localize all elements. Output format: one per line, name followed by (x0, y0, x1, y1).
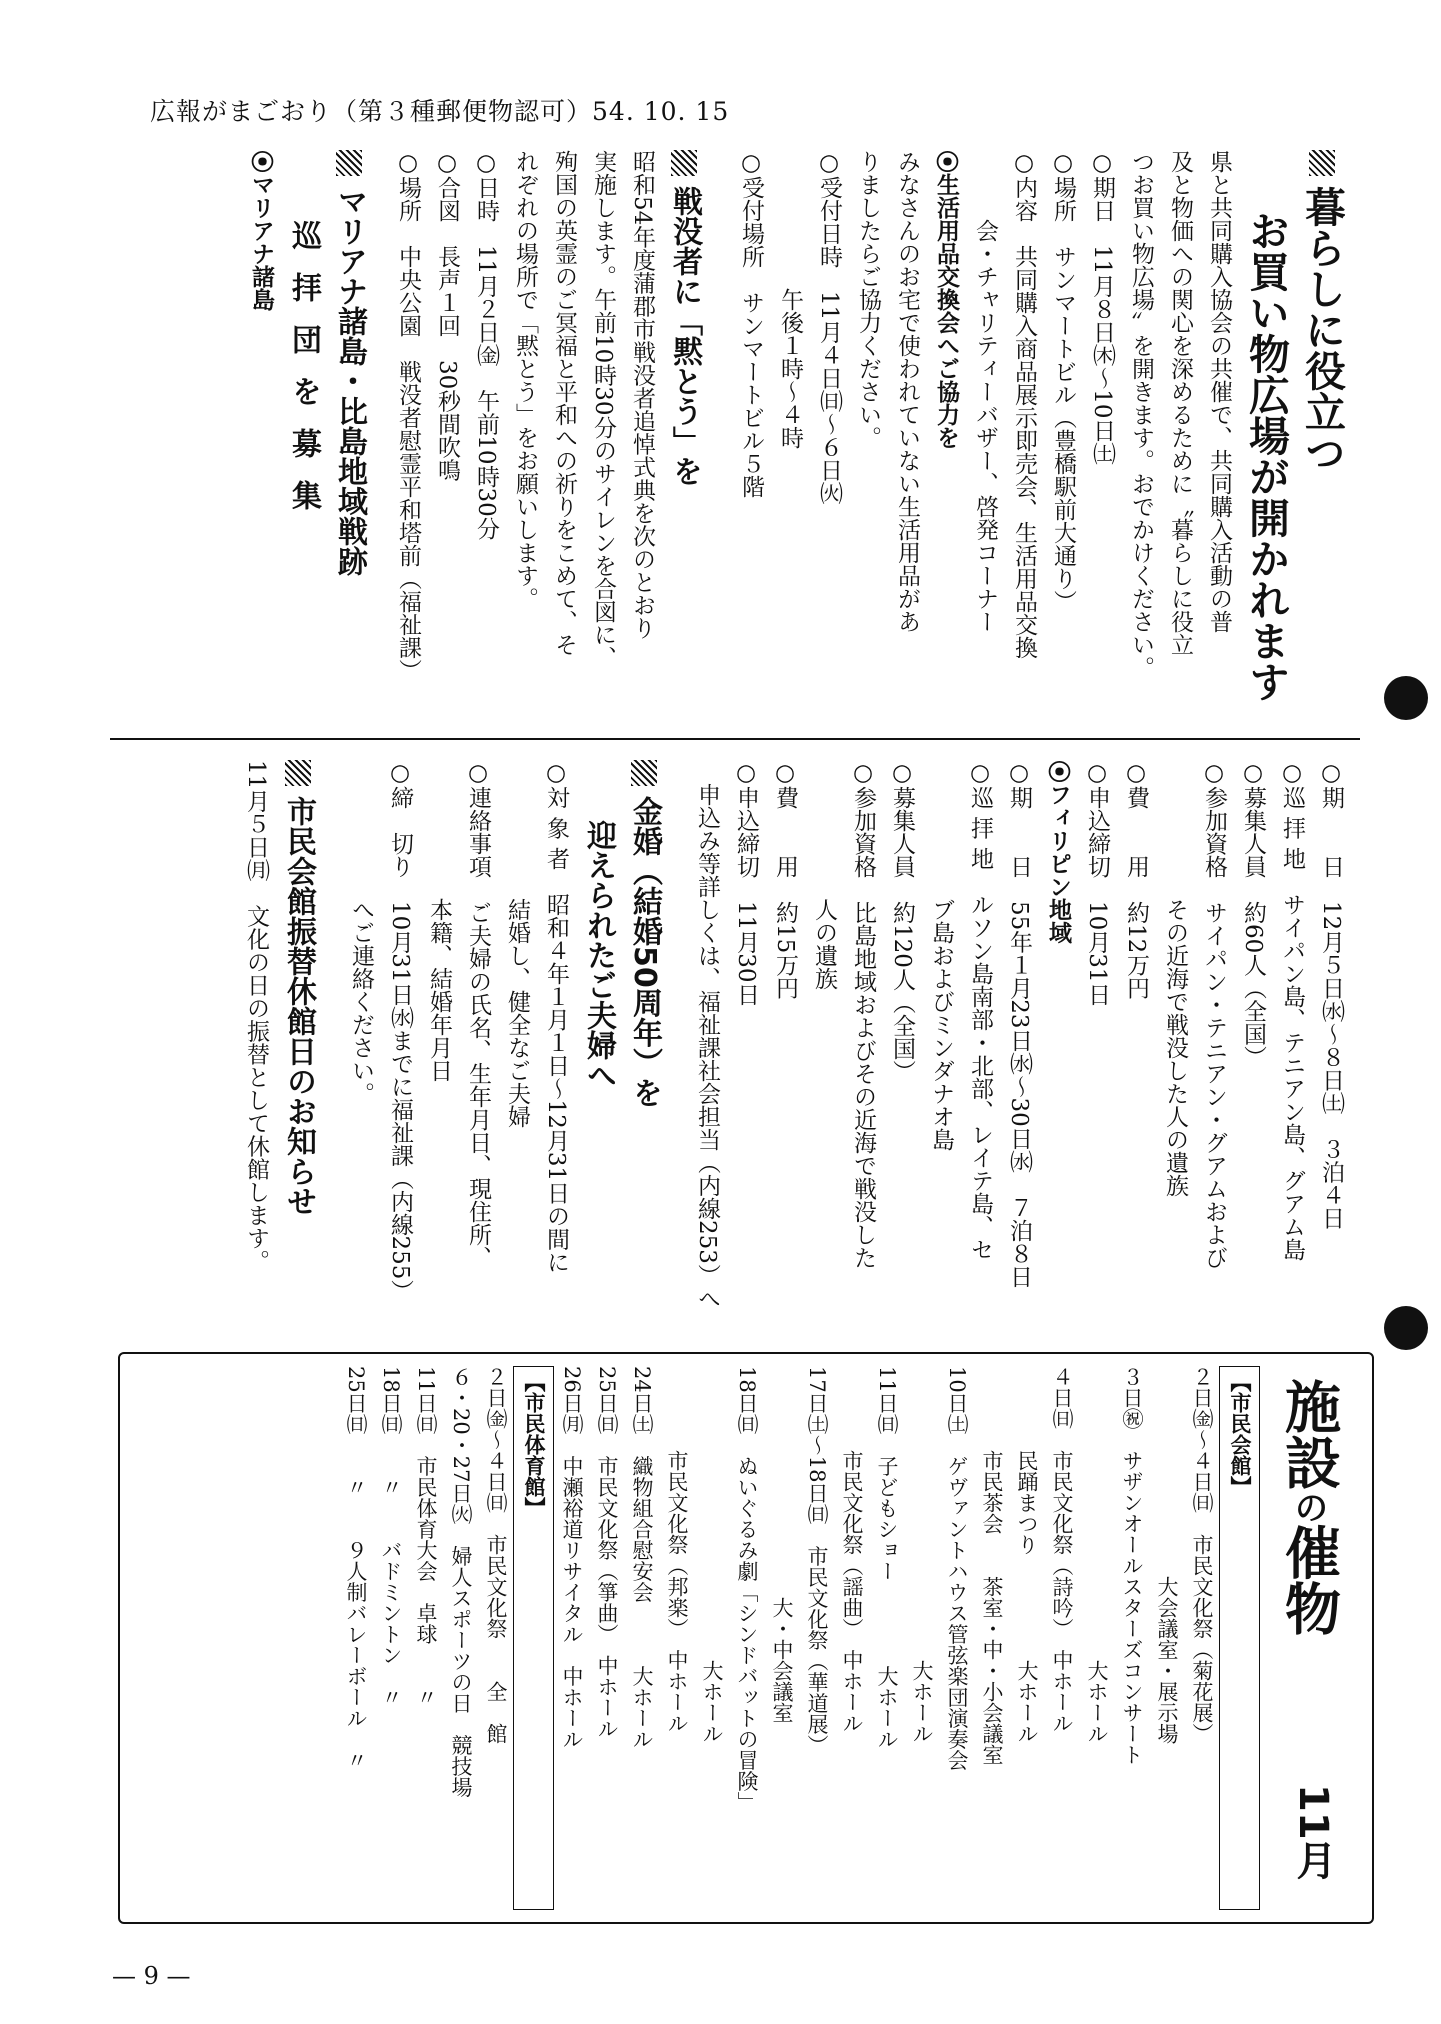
event-row: 11日㈰ 市民体育大会 卓球 〃 (414, 1366, 438, 1708)
event-row: 18日㈰ ぬいぐるみ劇「シンドバットの冒険」 (735, 1366, 759, 1813)
philippine-section: ⦿フィリピン地域 (1045, 760, 1071, 944)
events-inner (128, 1366, 1364, 1910)
hatch-mark (671, 150, 697, 176)
kurashi-sub-item-1: ○受付日時 11月４日㈰～６日㈫ (816, 150, 842, 505)
mariana-item-6: ○費 用 約12万円 (1123, 760, 1149, 1000)
venue-heading-kaikan: 【市民会館】 (1219, 1366, 1260, 1910)
kaikan-title: 市民会館振替休館日のお知らせ (275, 760, 321, 1340)
top-articles (110, 150, 1360, 725)
philippine-item-2: ○巡 拝 地 ルソン島南部・北部、レイテ島、セ (967, 760, 993, 1261)
events-logo (1276, 1378, 1341, 1636)
events-title: 施設の催物 (1276, 1378, 1341, 1636)
philippine-item-3: ブ島およびミンダナオ島 (928, 760, 954, 1151)
kurashi-item-4: 会・チャリティーバザー、啓発コーナー (972, 150, 998, 633)
event-row: ６・20・27日㈫ 婦人スポーツの日 競技場 (449, 1366, 473, 1798)
kurashi-title-2: お買い物広場が開かれます (1242, 210, 1290, 702)
event-row: 大・中会議室 (770, 1366, 794, 1723)
kaikan-body: 11月５日㈪ 文化の日の振替として休館します。 (243, 760, 269, 1273)
mariana-item-5: その近海で戦没した人の遺族 (1162, 760, 1188, 1197)
mariana-subtitle: 巡拝団を募集 (286, 220, 321, 532)
philippine-item-4: ○募集人員 約120人（全国） (889, 760, 915, 1083)
event-row: 大ホール (1085, 1366, 1109, 1744)
kinkon-title: 金婚（結婚50周年）を (621, 760, 667, 1340)
event-row: 17日㈯～18日㈰ 市民文化祭（華道展） (805, 1366, 829, 1756)
senbotsu-body-2: 実施します。午前10時30分のサイレンを合図に、 (590, 150, 616, 669)
venue-heading-gym: 【市民体育館】 (513, 1366, 554, 1910)
event-row: ２日㈮～４日㈰ 市民文化祭 全 館 (484, 1366, 508, 1744)
event-row: 市民茶会 茶室・中・小会議室 (980, 1366, 1004, 1765)
kurashi-subheading: ⦿生活用品交換会へご協力を (933, 150, 959, 449)
kurashi-item-3: ○内容 共同購入商品展示即売会、生活用品交換 (1011, 150, 1037, 659)
senbotsu-body-1: 昭和54年度蒲郡市戦没者追悼式典を次のとおり (629, 150, 655, 640)
philippine-item-7: ○費 用 約15万円 (772, 760, 798, 1000)
event-row: 大ホール (700, 1366, 724, 1744)
kurashi-item-2: ○場所 サンマートビル（豊橋駅前大通り） (1050, 150, 1076, 613)
kinkon-item-3: ○連絡事項 ご夫婦の氏名、生年月日、現住所、 (465, 760, 491, 1269)
event-row: 24日㈯ 織物組合慰安会 大ホール (630, 1366, 654, 1750)
article-kinkon (341, 760, 667, 1340)
hatch-mark (1309, 150, 1335, 176)
kurashi-sub-item-3: ○受付場所 サンマートビル５階 (738, 150, 764, 498)
event-row: 26日㈪ 中瀬裕道リサイタル 中ホール (560, 1366, 584, 1750)
event-row: 18日㈰ 〃 バドミントン 〃 (379, 1366, 403, 1708)
kurashi-item-1: ○期日 11月８日㈭～10日㈯ (1089, 150, 1115, 465)
philippine-item-8: ○申込締切 11月30日 (733, 760, 759, 1006)
kurashi-sub-body-2: りましたらご協力ください。 (855, 150, 881, 449)
kurashi-body-3: つお買い物広場〟を開きます。おでかけください。 (1128, 150, 1154, 679)
kinkon-item-4: 本籍、結婚年月日 (426, 760, 452, 1082)
middle-articles (110, 760, 1360, 1340)
mariana-item-2: ○巡 拝 地 サイパン島、テニアン島、グアム島 (1279, 760, 1305, 1261)
event-row: ４日㈰ 市民文化祭（詩吟） 中ホール (1050, 1366, 1074, 1734)
philippine-item-6: 人の遺族 (811, 760, 837, 990)
event-row: 市民文化祭（邦楽） 中ホール (665, 1366, 689, 1734)
event-row: 大ホール (910, 1366, 934, 1744)
article-mariana-body (687, 760, 1350, 1340)
article-kurashi (731, 150, 1350, 725)
kinkon-item-1: ○対 象 者 昭和４年１月１日～12月31日の間に (543, 760, 569, 1274)
newsletter-header: 広報がまごおり（第３種郵便物認可）54. 10. 15 (150, 97, 730, 126)
philippine-item-9: 申込み等詳しくは、福祉課社会担当（内線253）へ (694, 760, 720, 1310)
kinkon-item-6: へご連絡ください。 (348, 760, 374, 1105)
senbotsu-body-3: 殉国の英霊のご冥福と平和への祈りをこめて、そ (551, 150, 577, 656)
event-row: 民踊まつり 大ホール (1015, 1366, 1039, 1744)
binding-hole-mark (1384, 1306, 1428, 1350)
event-row: ３日㊗ サザンオールスターズコンサート (1120, 1366, 1144, 1765)
section-divider (110, 738, 1360, 740)
kinkon-item-2: 結婚し、健全なご夫婦 (504, 760, 530, 1128)
hatch-mark (631, 760, 657, 786)
kurashi-title: 暮らしに役立つ (1294, 150, 1350, 725)
mariana-item-7: ○申込締切 10月31日 (1084, 760, 1110, 1006)
philippine-item-1: ○期 日 55年１月23日㈬～30日㈬ ７泊８日 (1006, 760, 1032, 1288)
event-row: 10日㈯ ゲヴァントハウス管弦楽団演奏会 (945, 1366, 969, 1771)
event-row: 市民文化祭（謡曲） 中ホール (840, 1366, 864, 1734)
hatch-mark (285, 760, 311, 786)
hatch-mark (336, 150, 362, 176)
senbotsu-item-3: ○場所 中央公園 戦没者慰霊平和塔前（福祉課） (395, 150, 421, 682)
article-mariana-head (241, 150, 372, 725)
mariana-item-3: ○募集人員 約60人（全国） (1240, 760, 1266, 1069)
mariana-title: マリアナ諸島・比島地域戦跡 (326, 150, 372, 725)
event-row: 11日㈰ 子どもショー 大ホール (875, 1366, 899, 1750)
events-box (118, 1352, 1374, 1924)
mariana-item-4: ○参加資格 サイパン・テニアン・グアムおよび (1201, 760, 1227, 1269)
kurashi-body-1: 県と共同購入協会の共催で、共同購入活動の普 (1206, 150, 1232, 633)
kurashi-sub-body-1: みなさんのお宅で使われていない生活用品があ (894, 150, 920, 633)
senbotsu-item-1: ○日時 11月２日㈮ 午前10時30分 (473, 150, 499, 540)
senbotsu-title: 戦没者に「黙とう」を (661, 150, 707, 725)
article-kaikan (236, 760, 321, 1340)
event-row: ２日㈮～４日㈰ 市民文化祭（菊花展） (1190, 1366, 1214, 1744)
event-row: 大会議室・展示場 (1155, 1366, 1179, 1744)
senbotsu-body-4: れぞれの場所で「黙とう」をお願いします。 (512, 150, 538, 610)
article-senbotsu (388, 150, 707, 725)
binding-hole-mark (1384, 676, 1428, 720)
kurashi-sub-item-2: 午後１時～４時 (777, 150, 803, 449)
mariana-item-1: ○期 日 12月５日㈬～８日㈯ ３泊４日 (1318, 760, 1344, 1230)
event-row: 25日㈰ 〃 ９人制バレーボール 〃 (344, 1366, 368, 1771)
events-list (338, 1366, 1260, 1910)
kinkon-item-5: ○締 切り 10月31日㈬までに福祉課（内線255） (387, 760, 413, 1303)
mariana-section-1: ⦿マリアナ諸島 (248, 150, 274, 311)
kinkon-title-2: 迎えられたご夫婦へ (581, 820, 616, 1090)
senbotsu-item-2: ○合図 長声１回 30秒間吹鳴 (434, 150, 460, 482)
event-row: 25日㈰ 市民文化祭（箏曲） 中ホール (595, 1366, 619, 1740)
philippine-item-5: ○参加資格 比島地域およびその近海で戦没した (850, 760, 876, 1269)
kurashi-body-2: 及と物価への関心を深めるために〝暮らしに役立 (1167, 150, 1193, 656)
page-number: — 9 — (112, 1962, 191, 1990)
events-month: 11月 (1290, 1784, 1336, 1880)
